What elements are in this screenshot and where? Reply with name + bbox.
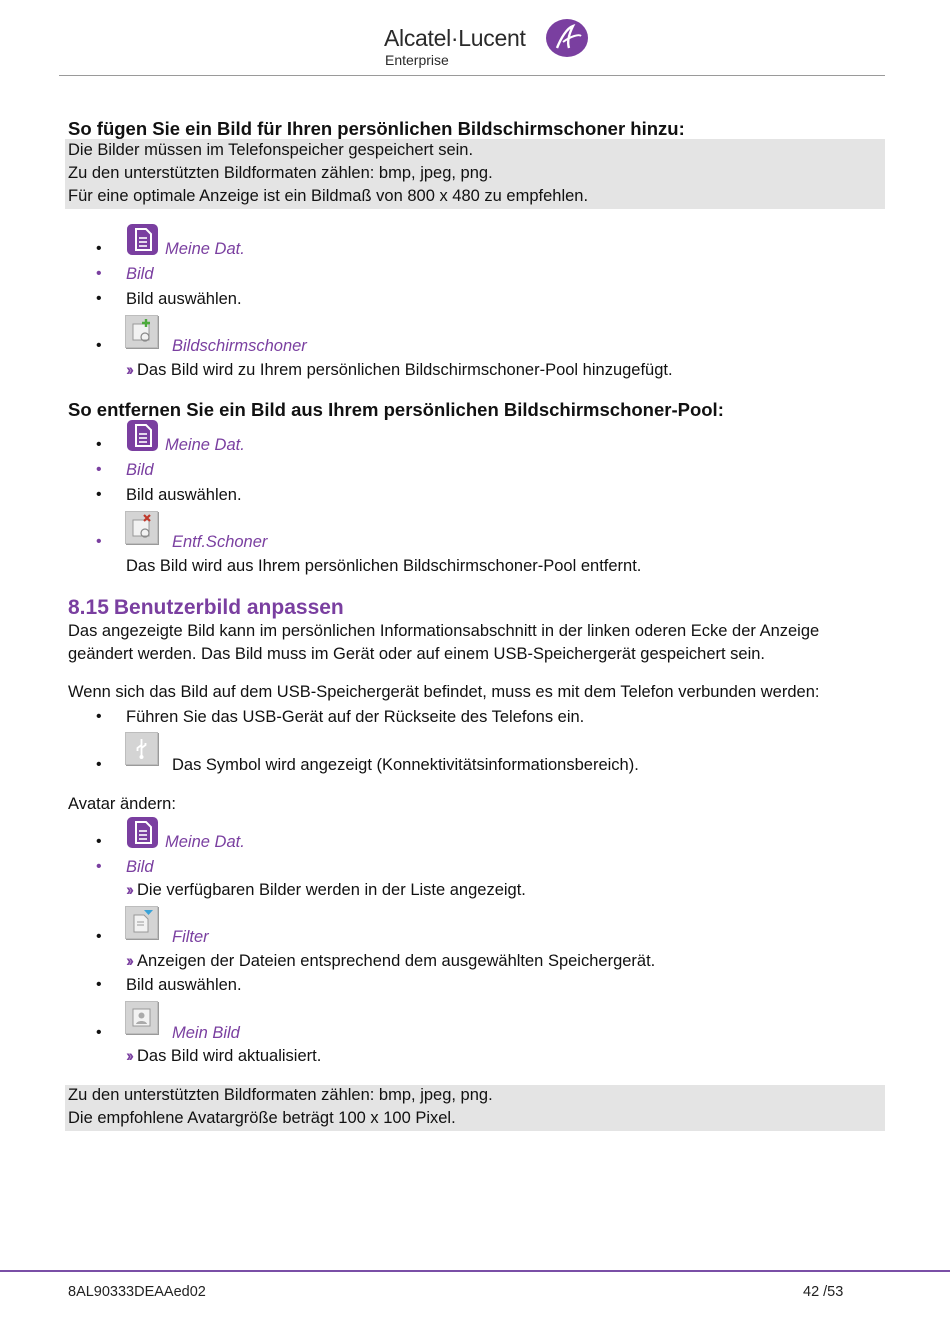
section-title-text: Benutzerbild anpassen bbox=[113, 596, 344, 619]
bullet: • bbox=[96, 1024, 102, 1041]
step-text: Führen Sie das USB-Gerät auf der Rückseite des Telefons ein. bbox=[126, 708, 585, 726]
result-text: Das Bild wird aktualisiert. bbox=[137, 1047, 322, 1065]
bullet: • bbox=[96, 708, 102, 725]
doc-id: 8AL90333DEAAed02 bbox=[68, 1284, 206, 1300]
page-number: 42 /53 bbox=[803, 1284, 844, 1300]
paragraph-line: Wenn sich das Bild auf dem USB-Speichergerät befindet, muss es mit dem Telefon verbunden werden: bbox=[68, 683, 820, 701]
step-text: Bild auswählen. bbox=[126, 976, 242, 994]
menu-item-my-files[interactable]: Meine Dat. bbox=[165, 436, 245, 454]
note-line: Zu den unterstützten Bildformaten zählen: bmp, jpeg, png. bbox=[68, 164, 493, 182]
brand-name: Alcatel·Lucent bbox=[384, 25, 526, 51]
result-line bbox=[126, 881, 526, 900]
note-line: Die Bilder müssen im Telefonspeicher gespeichert sein. bbox=[68, 141, 474, 159]
result-arrow-icon: ›› bbox=[126, 881, 131, 899]
bullet: • bbox=[96, 756, 102, 773]
user-picture-icon[interactable] bbox=[125, 1001, 158, 1034]
note-line: Die empfohlene Avatargröße beträgt 100 x 100 Pixel. bbox=[68, 1109, 456, 1127]
avatar-label: Avatar ändern: bbox=[68, 795, 176, 813]
document-icon[interactable] bbox=[127, 224, 158, 255]
softkey-my-picture[interactable]: Mein Bild bbox=[172, 1024, 240, 1042]
note-box-avatar bbox=[65, 1085, 885, 1131]
bullet: • bbox=[96, 833, 102, 850]
bullet: • bbox=[96, 240, 102, 257]
alcatel-lucent-logo-icon bbox=[545, 18, 589, 58]
menu-item-my-files[interactable]: Meine Dat. bbox=[165, 240, 245, 258]
image-remove-icon[interactable] bbox=[125, 511, 158, 544]
menu-item-my-files[interactable]: Meine Dat. bbox=[165, 833, 245, 851]
document-icon[interactable] bbox=[127, 817, 158, 848]
brand-subtitle: Enterprise bbox=[385, 52, 449, 68]
menu-item-picture[interactable]: Bild bbox=[126, 858, 154, 876]
softkey-remove-screensaver[interactable]: Entf.Schoner bbox=[172, 533, 268, 551]
result-arrow-icon: ›› bbox=[126, 361, 131, 379]
note-box-formats bbox=[65, 139, 885, 209]
softkey-filter[interactable]: Filter bbox=[172, 928, 209, 946]
image-add-icon[interactable] bbox=[125, 315, 158, 348]
bullet: • bbox=[96, 928, 102, 945]
document-icon[interactable] bbox=[127, 420, 158, 451]
bullet: • bbox=[96, 461, 102, 478]
bullet: • bbox=[96, 265, 102, 282]
section-title bbox=[68, 596, 344, 620]
step-text: Bild auswählen. bbox=[126, 486, 242, 504]
result-text: Das Bild wird zu Ihrem persönlichen Bildschirmschoner-Pool hinzugefügt. bbox=[137, 361, 673, 379]
result-line bbox=[126, 952, 655, 971]
result-line bbox=[126, 1047, 321, 1066]
step-text: Bild auswählen. bbox=[126, 290, 242, 308]
bullet: • bbox=[96, 858, 102, 875]
bullet: • bbox=[96, 486, 102, 503]
note-line: Zu den unterstützten Bildformaten zählen: bmp, jpeg, png. bbox=[68, 1086, 493, 1104]
menu-item-picture[interactable]: Bild bbox=[126, 265, 154, 283]
result-text: Anzeigen der Dateien entsprechend dem ausgewählten Speichergerät. bbox=[137, 952, 656, 970]
result-text: Die verfügbaren Bilder werden in der Liste angezeigt. bbox=[137, 881, 526, 899]
bullet: • bbox=[96, 976, 102, 993]
result-arrow-icon: ›› bbox=[126, 952, 131, 970]
filter-icon[interactable] bbox=[125, 906, 158, 939]
section-number: 8.15 bbox=[68, 596, 109, 619]
paragraph-line: geändert werden. Das Bild muss im Gerät oder auf einem USB-Speichergerät gespeichert sein. bbox=[68, 645, 766, 663]
result-line bbox=[126, 361, 673, 380]
result-text: Das Bild wird aus Ihrem persönlichen Bildschirmschoner-Pool entfernt. bbox=[126, 557, 642, 575]
usb-icon bbox=[125, 732, 158, 765]
result-arrow-icon: ›› bbox=[126, 1047, 131, 1065]
bullet: • bbox=[96, 337, 102, 354]
section-heading-remove: So entfernen Sie ein Bild aus Ihrem persönlichen Bildschirmschoner-Pool: bbox=[68, 399, 724, 420]
bullet: • bbox=[96, 533, 102, 550]
step-text: Das Symbol wird angezeigt (Konnektivitätsinformationsbereich). bbox=[172, 756, 639, 774]
note-line: Für eine optimale Anzeige ist ein Bildmaß von 800 x 480 zu empfehlen. bbox=[68, 187, 589, 205]
bullet: • bbox=[96, 290, 102, 307]
header-divider bbox=[59, 75, 885, 76]
footer-divider bbox=[0, 1270, 950, 1272]
menu-item-picture[interactable]: Bild bbox=[126, 461, 154, 479]
paragraph-line: Das angezeigte Bild kann im persönlichen Informationsabschnitt in der linken oderen Ecke der Anzeige bbox=[68, 622, 820, 640]
softkey-screensaver[interactable]: Bildschirmschoner bbox=[172, 337, 307, 355]
bullet: • bbox=[96, 436, 102, 453]
section-heading-add: So fügen Sie ein Bild für Ihren persönlichen Bildschirmschoner hinzu: bbox=[68, 118, 685, 139]
